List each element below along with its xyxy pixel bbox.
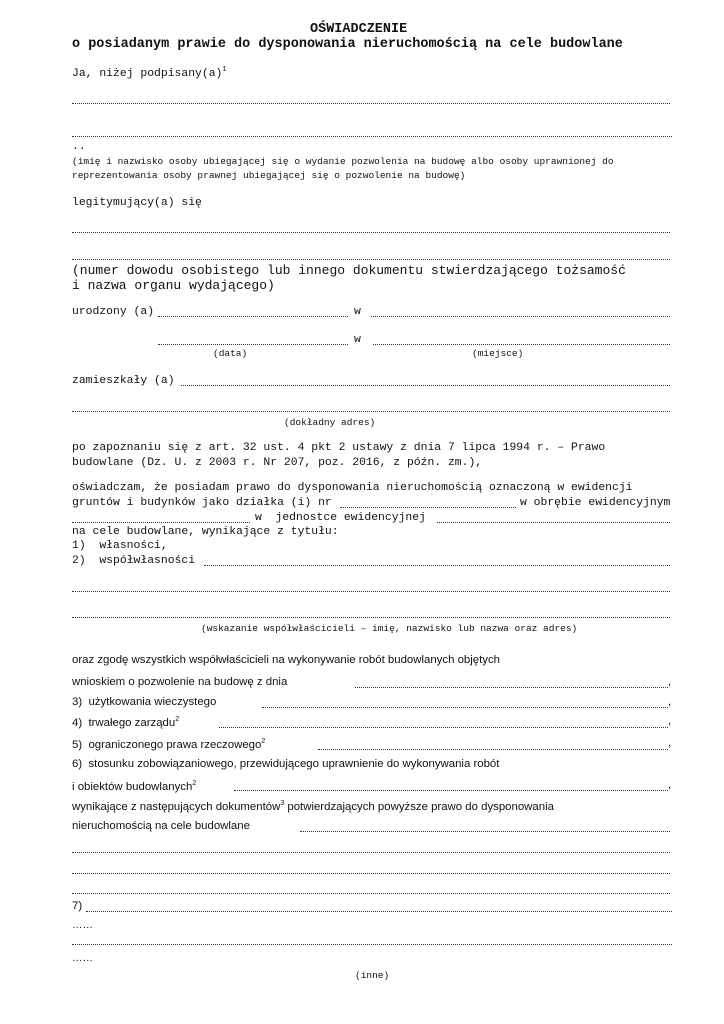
comma-5: , xyxy=(668,779,672,791)
place-caption: (miejsce) xyxy=(472,348,524,359)
other-dots-short-1: …… xyxy=(72,919,93,931)
other-dots-short-2: …… xyxy=(72,952,93,964)
footnote-3-marker: 3 xyxy=(280,800,285,807)
other-line-2[interactable] xyxy=(72,944,672,945)
contractual-relation-line[interactable] xyxy=(234,790,668,791)
co-ownership-line-1[interactable] xyxy=(204,565,670,566)
id-caption-line-2: i nazwa organu wydającego) xyxy=(72,278,275,293)
precinct-line[interactable] xyxy=(72,522,250,523)
footnote-2-marker: 2 xyxy=(175,716,180,723)
application-date-line[interactable] xyxy=(355,687,668,688)
born-label: urodzony (a) xyxy=(72,306,155,318)
option-contractual-relation-line-1: 6) stosunku zobowiązaniowego, przewidującego uprawnienie do wykonywania robót xyxy=(72,758,500,770)
name-caption-line-2: reprezentowania osoby prawnej ubiegającej się o pozwolenie na budowę) xyxy=(72,170,466,181)
id-caption-line-1: (numer dowodu osobistego lub innego dokumentu stwierdzającego tożsamość xyxy=(72,263,626,278)
documents-line-3[interactable] xyxy=(72,852,670,853)
id-line-2[interactable] xyxy=(72,259,670,260)
option-permanent-management: 4) trwałego zarządu$^2$ xyxy=(72,716,180,729)
other-caption: (inne) xyxy=(355,970,390,981)
option-co-ownership: 2) współwłasności xyxy=(72,555,196,567)
law-reference-line-1: po zapoznaniu się z art. 32 ust. 4 pkt 2 ustawy z dnia 7 lipca 1994 r. – Prawo xyxy=(72,442,606,454)
date-caption: (data) xyxy=(213,348,248,359)
footnote-2-marker: 2 xyxy=(261,738,266,745)
precinct-label: w obrębie ewidencyjnym xyxy=(520,497,671,509)
documents-line-1: wynikające z następujących dokumentów$^3$ potwierdzających powyższe prawo do dysponowania xyxy=(72,800,554,813)
comma-1: , xyxy=(668,676,672,688)
option-perpetual-usufruct: 3) użytkowania wieczystego xyxy=(72,696,217,708)
id-line-1[interactable] xyxy=(72,232,670,233)
document-subtitle: o posiadanym prawie do dysponowania nieruchomością na cele budowlane xyxy=(72,37,623,52)
residence-label: zamieszkały (a) xyxy=(72,375,175,387)
co-ownership-line-3[interactable] xyxy=(72,617,670,618)
name-caption-line-1: (imię i nazwisko osoby ubiegającej się o wydanie pozwolenia na budowę albo osoby uprawnionej do xyxy=(72,156,614,167)
declaration-line-2: gruntów i budynków jako działka (i) nr xyxy=(72,497,332,509)
address-line-2[interactable] xyxy=(72,411,670,412)
plot-number-line[interactable] xyxy=(340,507,516,508)
law-reference-line-2: budowlane (Dz. U. z 2003 r. Nr 207, poz. 2016, z późn. zm.), xyxy=(72,457,483,469)
birth-date-line-2[interactable] xyxy=(158,344,348,345)
comma-4: , xyxy=(668,737,672,749)
registration-unit-line[interactable] xyxy=(437,522,670,523)
title-basis-intro: na cele budowlane, wynikające z tytułu: xyxy=(72,526,339,538)
limited-property-right-line[interactable] xyxy=(318,749,668,750)
declaration-line-1: oświadczam, że posiadam prawo do dysponowania nieruchomością oznaczoną w ewidencji xyxy=(72,482,633,494)
consent-line-2: wnioskiem o pozwolenie na budowę z dnia xyxy=(72,676,288,688)
permanent-management-line[interactable] xyxy=(219,727,668,728)
documents-line-4[interactable] xyxy=(72,873,670,874)
document-title: OŚWIADCZENIE xyxy=(310,22,408,37)
option-contractual-relation-line-2: i obiektów budowlanych$^2$ xyxy=(72,780,197,793)
consent-line-1: oraz zgodę wszystkich współwłaścicieli na wykonywanie robót budowlanych objętych xyxy=(72,654,500,666)
address-line-1[interactable] xyxy=(181,385,670,386)
address-caption: (dokładny adres) xyxy=(284,417,376,428)
footnote-2-marker: 2 xyxy=(192,780,197,787)
dots-continuation: .. xyxy=(72,141,86,153)
perpetual-usufruct-line[interactable] xyxy=(262,707,668,708)
in-label-1: w xyxy=(354,306,361,318)
birth-place-line-1[interactable] xyxy=(371,316,670,317)
declarant-label: Ja, niżej $podpisany(a)^1$ xyxy=(72,66,227,80)
registration-unit-label: w jednostce ewidencyjnej xyxy=(255,512,426,524)
option-limited-property-right: 5) ograniczonego prawa rzeczowego$^2$ xyxy=(72,738,266,751)
in-label-2: w xyxy=(354,334,361,346)
name-line-2[interactable] xyxy=(72,136,672,137)
other-line-1[interactable] xyxy=(86,911,672,912)
birth-date-line-1[interactable] xyxy=(158,316,348,317)
option-ownership: 1) własności, xyxy=(72,540,168,552)
id-document-label: legitymujący(a) się xyxy=(72,197,202,209)
birth-place-line-2[interactable] xyxy=(373,344,670,345)
option-other: 7) xyxy=(72,900,83,912)
footnote-1-marker: 1 xyxy=(222,66,227,74)
documents-line-fill[interactable] xyxy=(300,831,670,832)
comma-3: , xyxy=(668,715,672,727)
co-owners-caption: (wskazanie współwłaścicieli – imię, nazwisko lub nazwa oraz adres) xyxy=(201,623,578,634)
documents-line-2: nieruchomością na cele budowlane xyxy=(72,820,250,832)
co-ownership-line-2[interactable] xyxy=(72,591,670,592)
name-line-1[interactable] xyxy=(72,103,670,104)
documents-line-5[interactable] xyxy=(72,893,670,894)
comma-2: , xyxy=(668,696,672,708)
